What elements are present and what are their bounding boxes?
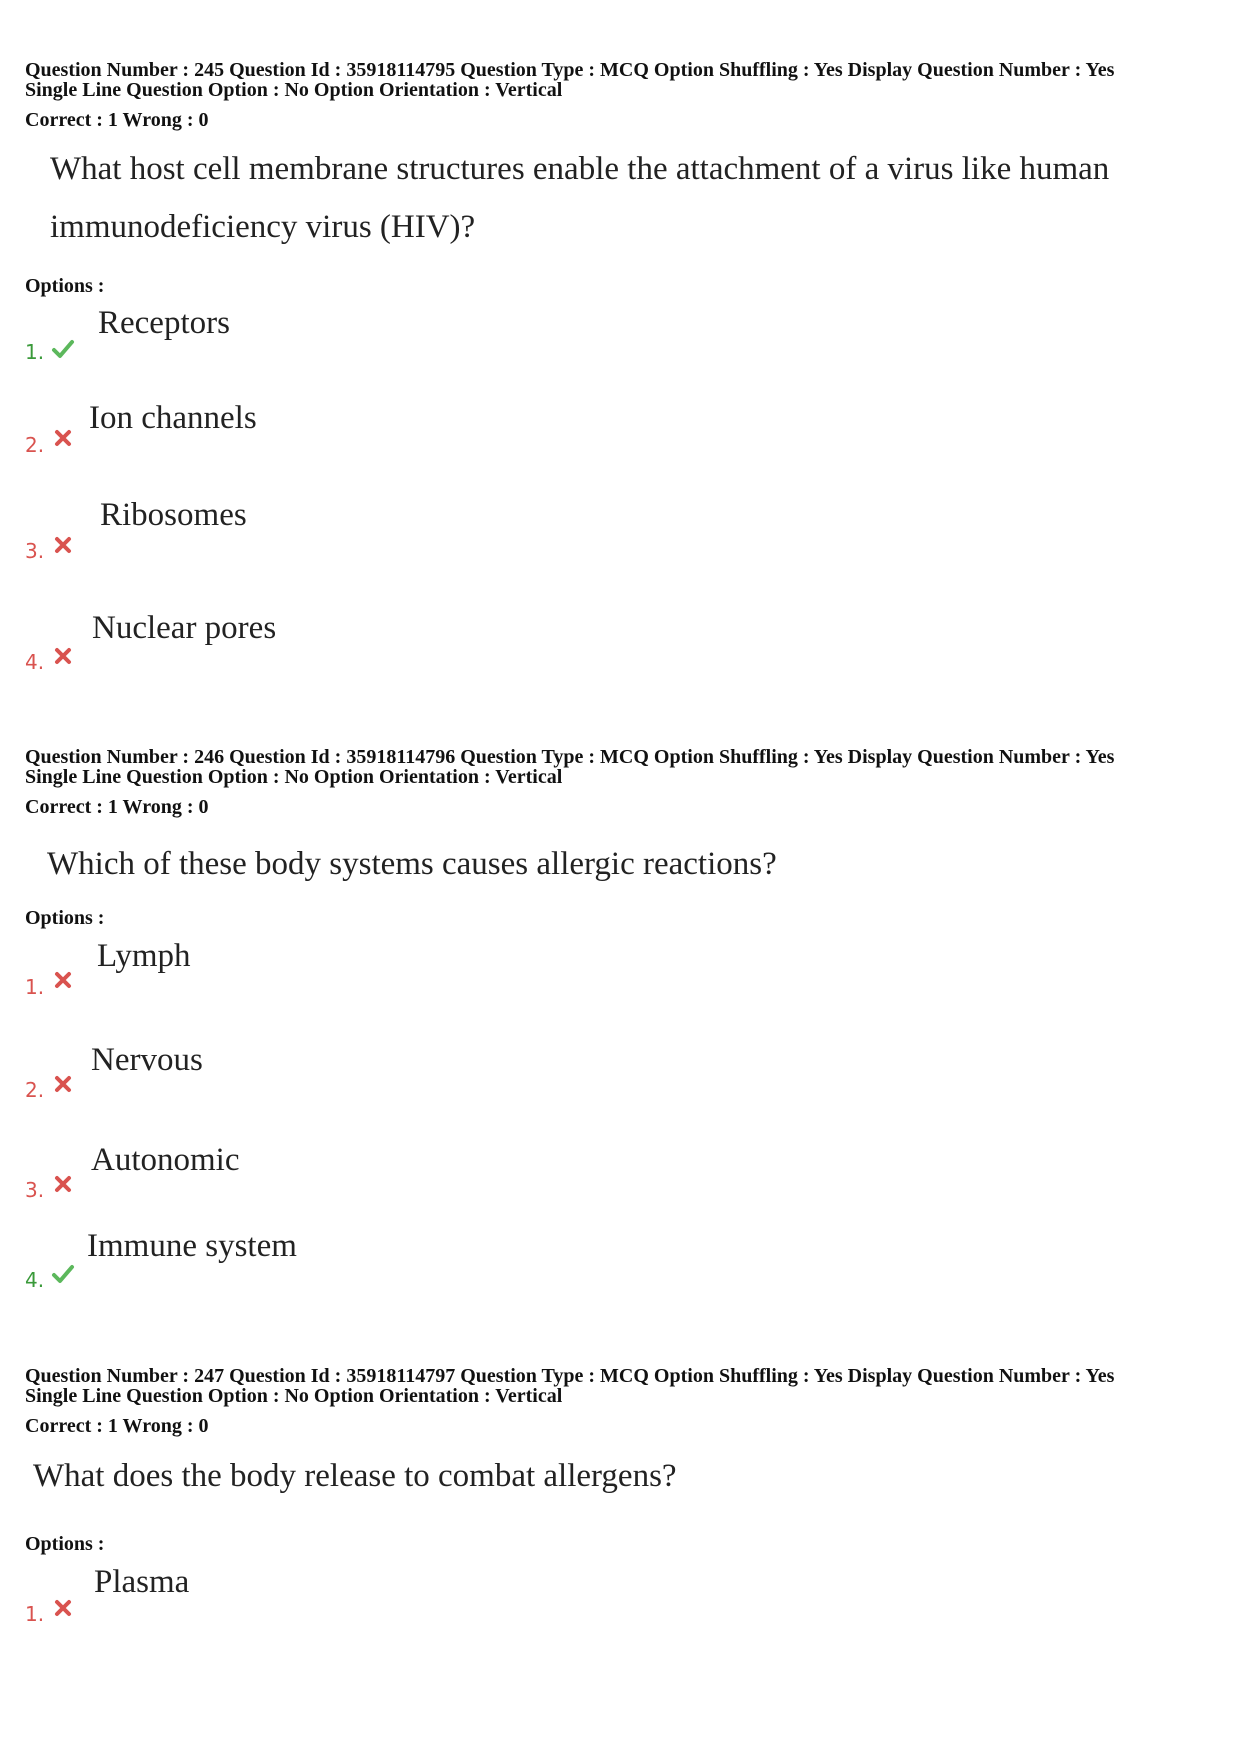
option-number: 3. bbox=[25, 539, 45, 563]
cross-icon bbox=[51, 1072, 75, 1096]
question-marks: Correct : 1 Wrong : 0 bbox=[25, 1415, 209, 1437]
option-number: 2. bbox=[25, 1078, 45, 1102]
cross-icon bbox=[51, 1172, 75, 1196]
question-text-line: Which of these body systems causes allergic reactions? bbox=[47, 846, 777, 882]
question-meta: Question Number : 246 Question Id : 35918114796 Question Type : MCQ Option Shuffling : Yes Display Question Number : Yes bbox=[25, 746, 1115, 768]
option-text: Nuclear pores bbox=[92, 610, 277, 646]
question-text bbox=[50, 140, 1109, 256]
question-meta-line2: Single Line Question Option : No Option Orientation : Vertical bbox=[25, 1385, 563, 1407]
option-number: 4. bbox=[25, 1268, 45, 1292]
question-marks: Correct : 1 Wrong : 0 bbox=[25, 796, 209, 818]
option-text: Receptors bbox=[98, 305, 230, 341]
question-meta: Question Number : 247 Question Id : 35918114797 Question Type : MCQ Option Shuffling : Yes Display Question Number : Yes bbox=[25, 1365, 1115, 1387]
option-text: Ion channels bbox=[89, 400, 257, 436]
option-number: 4. bbox=[25, 650, 45, 674]
question-text-line: What host cell membrane structures enable the attachment of a virus like human bbox=[50, 151, 1110, 187]
question-meta-line2: Single Line Question Option : No Option Orientation : Vertical bbox=[25, 79, 563, 101]
cross-icon bbox=[51, 1596, 75, 1620]
option-text: Ribosomes bbox=[100, 497, 247, 533]
options-label: Options : bbox=[25, 1533, 105, 1555]
option-text: Immune system bbox=[87, 1228, 297, 1264]
options-label: Options : bbox=[25, 907, 105, 929]
cross-icon bbox=[51, 644, 75, 668]
options-label: Options : bbox=[25, 275, 105, 297]
cross-icon bbox=[51, 533, 75, 557]
option-number: 3. bbox=[25, 1178, 45, 1202]
option-number: 1. bbox=[25, 340, 45, 364]
option-number: 1. bbox=[25, 1602, 45, 1626]
question-247-header bbox=[25, 1366, 1215, 1436]
option-text: Lymph bbox=[97, 938, 191, 974]
question-text-line: What does the body release to combat allergens? bbox=[33, 1458, 677, 1494]
question-246-header bbox=[25, 747, 1215, 817]
check-icon bbox=[51, 337, 75, 361]
question-meta-line2: Single Line Question Option : No Option Orientation : Vertical bbox=[25, 766, 563, 788]
question-marks: Correct : 1 Wrong : 0 bbox=[25, 109, 209, 131]
question-text bbox=[33, 1447, 677, 1505]
question-text bbox=[47, 835, 777, 893]
option-number: 1. bbox=[25, 975, 45, 999]
question-245-header bbox=[25, 60, 1215, 130]
option-text: Nervous bbox=[91, 1042, 203, 1078]
cross-icon bbox=[51, 968, 75, 992]
check-icon bbox=[51, 1262, 75, 1286]
question-text-line: immunodeficiency virus (HIV)? bbox=[50, 209, 476, 245]
option-number: 2. bbox=[25, 433, 45, 457]
option-text: Autonomic bbox=[91, 1142, 240, 1178]
cross-icon bbox=[51, 426, 75, 450]
question-meta: Question Number : 245 Question Id : 35918114795 Question Type : MCQ Option Shuffling : Yes Display Question Number : Yes bbox=[25, 59, 1115, 81]
option-text: Plasma bbox=[94, 1564, 190, 1600]
